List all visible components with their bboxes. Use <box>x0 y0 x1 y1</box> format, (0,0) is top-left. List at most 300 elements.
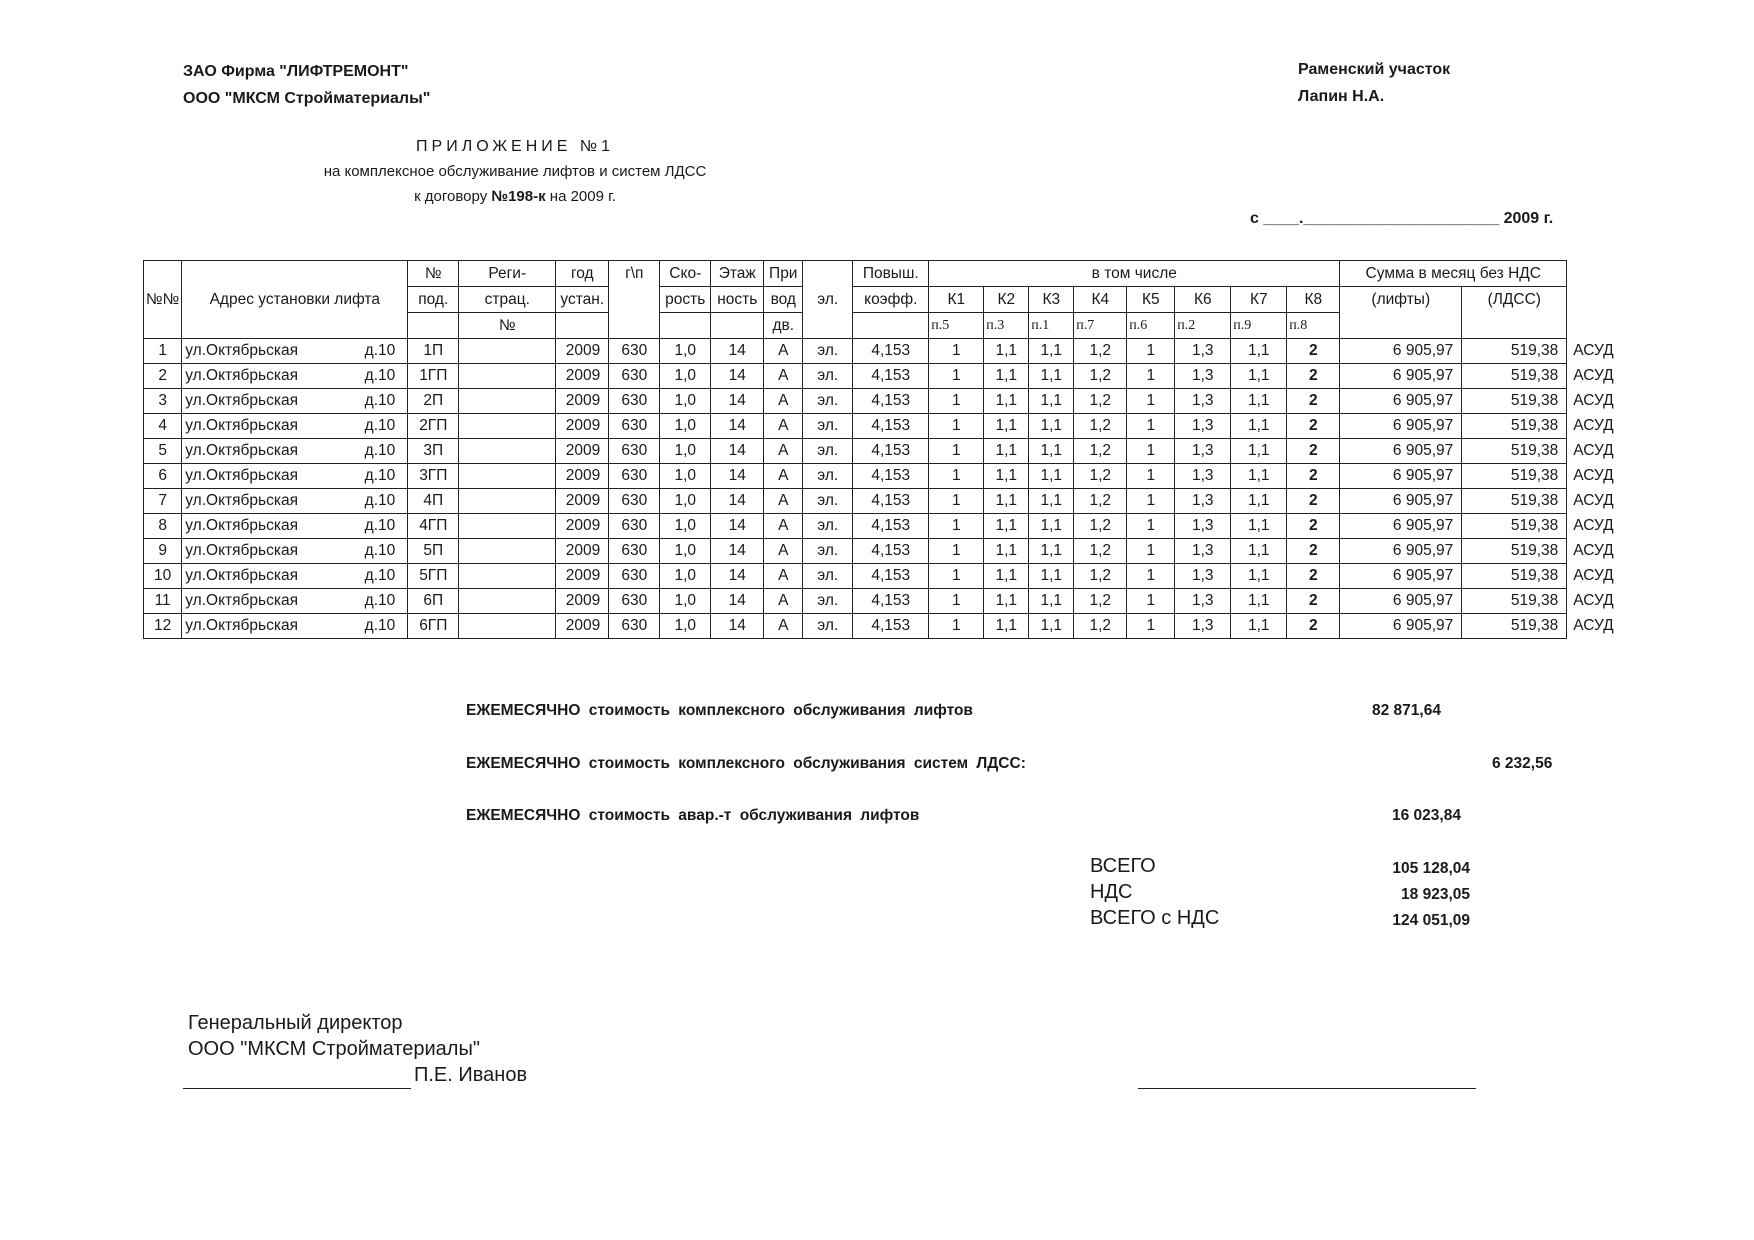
row-k3: 1,1 <box>1029 339 1074 364</box>
row-sum-ldss: 519,38 <box>1462 414 1567 439</box>
k-sub: п.1 <box>1029 313 1074 339</box>
k-label: К8 <box>1287 287 1340 313</box>
summary-lifts-label: ЕЖЕМЕСЯЧНО стоимость комплексного обслуживания лифтов <box>466 702 973 719</box>
row-el: эл. <box>803 589 853 614</box>
k-label: К2 <box>984 287 1029 313</box>
k-label: К3 <box>1029 287 1074 313</box>
k-sub: п.7 <box>1074 313 1127 339</box>
row-k5: 1 <box>1127 339 1175 364</box>
row-k4: 1,2 <box>1074 614 1127 639</box>
row-drive: А <box>764 564 803 589</box>
row-speed: 1,0 <box>660 389 711 414</box>
row-k5: 1 <box>1127 614 1175 639</box>
summary-emergency-label: ЕЖЕМЕСЯЧНО стоимость авар.-т обслуживания лифтов <box>466 807 920 824</box>
row-el: эл. <box>803 414 853 439</box>
row-year: 2009 <box>556 414 609 439</box>
row-pod: 4П <box>408 489 459 514</box>
table-row <box>144 389 1629 414</box>
table-row <box>144 464 1629 489</box>
row-sum-ldss: 519,38 <box>1462 489 1567 514</box>
row-floors: 14 <box>711 389 764 414</box>
row-el: эл. <box>803 614 853 639</box>
row-number: 1 <box>144 339 182 364</box>
table-row <box>144 564 1629 589</box>
k-label: К6 <box>1175 287 1231 313</box>
col-address-header: Адрес установки лифта <box>182 261 408 339</box>
lifts-table <box>143 260 1629 639</box>
row-k2: 1,1 <box>984 464 1029 489</box>
col-num-header: №№ <box>144 261 182 339</box>
table-row <box>144 364 1629 389</box>
row-address <box>182 564 408 589</box>
row-reg <box>459 514 556 539</box>
row-el: эл. <box>803 564 853 589</box>
row-sum-ldss: 519,38 <box>1462 389 1567 414</box>
row-drive: А <box>764 489 803 514</box>
contract-number: №198-к <box>491 188 546 205</box>
table-body <box>144 339 1629 639</box>
row-floors: 14 <box>711 514 764 539</box>
sum-lifts-header: (лифты) <box>1340 287 1462 339</box>
row-sum-lifts: 6 905,97 <box>1340 389 1462 414</box>
row-pod: 2П <box>408 389 459 414</box>
row-k7: 1,1 <box>1231 464 1287 489</box>
row-note: АСУД <box>1573 442 1614 459</box>
table-header-row <box>144 261 1629 287</box>
col-coef-header-2: коэфф. <box>853 287 929 313</box>
row-address <box>182 364 408 389</box>
row-house: д.10 <box>364 392 396 409</box>
row-sum-lifts: 6 905,97 <box>1340 414 1462 439</box>
row-el: эл. <box>803 489 853 514</box>
row-k7: 1,1 <box>1231 539 1287 564</box>
row-sum-lifts: 6 905,97 <box>1340 464 1462 489</box>
row-k6: 1,3 <box>1175 489 1231 514</box>
row-k2: 1,1 <box>984 489 1029 514</box>
row-speed: 1,0 <box>660 589 711 614</box>
col-year-header-1: год <box>556 261 609 287</box>
row-sum-lifts: 6 905,97 <box>1340 564 1462 589</box>
k-label: К4 <box>1074 287 1127 313</box>
row-year: 2009 <box>556 439 609 464</box>
row-pod: 6ГП <box>408 614 459 639</box>
row-speed: 1,0 <box>660 489 711 514</box>
row-k1: 1 <box>929 489 984 514</box>
row-reg <box>459 414 556 439</box>
row-year: 2009 <box>556 339 609 364</box>
row-k3: 1,1 <box>1029 514 1074 539</box>
row-gp: 630 <box>609 539 660 564</box>
row-drive: А <box>764 389 803 414</box>
row-k7: 1,1 <box>1231 439 1287 464</box>
row-k1: 1 <box>929 564 984 589</box>
row-k8: 2 <box>1287 539 1340 564</box>
row-year: 2009 <box>556 389 609 414</box>
appendix-title: ПРИЛОЖЕНИЕ №1 <box>416 138 614 155</box>
col-drive-header-2: вод <box>764 287 803 313</box>
row-coef: 4,153 <box>853 389 929 414</box>
row-k2: 1,1 <box>984 589 1029 614</box>
row-note: АСУД <box>1573 492 1614 509</box>
table-row <box>144 514 1629 539</box>
row-k1: 1 <box>929 339 984 364</box>
row-k6: 1,3 <box>1175 364 1231 389</box>
row-k2: 1,1 <box>984 339 1029 364</box>
row-sum-lifts: 6 905,97 <box>1340 514 1462 539</box>
row-speed: 1,0 <box>660 564 711 589</box>
row-gp: 630 <box>609 489 660 514</box>
appendix-subtitle: на комплексное обслуживание лифтов и систем ЛДСС <box>323 163 707 180</box>
row-drive: А <box>764 514 803 539</box>
row-street: ул.Октябрьская <box>185 467 298 484</box>
row-speed: 1,0 <box>660 414 711 439</box>
row-el: эл. <box>803 514 853 539</box>
row-pod: 5ГП <box>408 564 459 589</box>
row-k2: 1,1 <box>984 614 1029 639</box>
row-note: АСУД <box>1573 367 1614 384</box>
signature-line-right <box>1138 1088 1476 1089</box>
row-drive: А <box>764 414 803 439</box>
contractor-company: ЗАО Фирма "ЛИФТРЕМОНТ" <box>183 63 409 80</box>
row-k6: 1,3 <box>1175 614 1231 639</box>
row-note: АСУД <box>1573 392 1614 409</box>
row-k4: 1,2 <box>1074 589 1127 614</box>
row-reg <box>459 464 556 489</box>
row-number: 12 <box>144 614 182 639</box>
row-k3: 1,1 <box>1029 389 1074 414</box>
row-k1: 1 <box>929 439 984 464</box>
k-sub: п.8 <box>1287 313 1340 339</box>
row-k6: 1,3 <box>1175 389 1231 414</box>
row-pod: 6П <box>408 589 459 614</box>
k-sub: п.9 <box>1231 313 1287 339</box>
row-el: эл. <box>803 364 853 389</box>
included-header: в том числе <box>929 261 1340 287</box>
row-year: 2009 <box>556 464 609 489</box>
row-sum-ldss: 519,38 <box>1462 514 1567 539</box>
row-k2: 1,1 <box>984 564 1029 589</box>
row-street: ул.Октябрьская <box>185 492 298 509</box>
row-k5: 1 <box>1127 564 1175 589</box>
k-sub: п.6 <box>1127 313 1175 339</box>
row-sum-ldss: 519,38 <box>1462 614 1567 639</box>
row-k6: 1,3 <box>1175 414 1231 439</box>
section-person: Лапин Н.А. <box>1298 88 1385 105</box>
row-number: 2 <box>144 364 182 389</box>
row-k3: 1,1 <box>1029 614 1074 639</box>
row-k8: 2 <box>1287 464 1340 489</box>
row-k4: 1,2 <box>1074 539 1127 564</box>
table-row <box>144 489 1629 514</box>
row-street: ул.Октябрьская <box>185 342 298 359</box>
row-floors: 14 <box>711 564 764 589</box>
row-house: д.10 <box>364 517 396 534</box>
row-gp: 630 <box>609 364 660 389</box>
row-speed: 1,0 <box>660 614 711 639</box>
total-vat-value: 124 051,09 <box>1392 912 1470 929</box>
row-el: эл. <box>803 389 853 414</box>
vat-label: НДС <box>1090 881 1133 903</box>
row-pod: 5П <box>408 539 459 564</box>
row-note: АСУД <box>1573 467 1614 484</box>
signature-line <box>183 1088 411 1089</box>
row-k4: 1,2 <box>1074 439 1127 464</box>
row-coef: 4,153 <box>853 439 929 464</box>
row-reg <box>459 614 556 639</box>
row-coef: 4,153 <box>853 364 929 389</box>
row-k4: 1,2 <box>1074 464 1127 489</box>
monthly-sum-header: Сумма в месяц без НДС <box>1340 261 1567 287</box>
row-address <box>182 589 408 614</box>
row-k7: 1,1 <box>1231 614 1287 639</box>
row-k2: 1,1 <box>984 389 1029 414</box>
row-el: эл. <box>803 464 853 489</box>
row-sum-ldss: 519,38 <box>1462 564 1567 589</box>
row-street: ул.Октябрьская <box>185 542 298 559</box>
row-k4: 1,2 <box>1074 414 1127 439</box>
row-house: д.10 <box>364 592 396 609</box>
row-k7: 1,1 <box>1231 389 1287 414</box>
row-gp: 630 <box>609 414 660 439</box>
row-sum-lifts: 6 905,97 <box>1340 339 1462 364</box>
row-year: 2009 <box>556 489 609 514</box>
sum-ldss-header: (ЛДСС) <box>1462 287 1567 339</box>
row-gp: 630 <box>609 389 660 414</box>
row-floors: 14 <box>711 589 764 614</box>
row-k7: 1,1 <box>1231 489 1287 514</box>
row-k8: 2 <box>1287 339 1340 364</box>
row-coef: 4,153 <box>853 514 929 539</box>
row-reg <box>459 564 556 589</box>
col-year-header-2: устан. <box>556 287 609 313</box>
row-k1: 1 <box>929 589 984 614</box>
summary-emergency-value: 16 023,84 <box>1392 807 1461 824</box>
row-street: ул.Октябрьская <box>185 442 298 459</box>
row-k5: 1 <box>1127 589 1175 614</box>
row-gp: 630 <box>609 339 660 364</box>
row-floors: 14 <box>711 539 764 564</box>
row-k7: 1,1 <box>1231 339 1287 364</box>
row-note: АСУД <box>1573 592 1614 609</box>
row-k7: 1,1 <box>1231 589 1287 614</box>
row-k7: 1,1 <box>1231 564 1287 589</box>
row-k1: 1 <box>929 389 984 414</box>
row-number: 10 <box>144 564 182 589</box>
row-floors: 14 <box>711 464 764 489</box>
row-gp: 630 <box>609 514 660 539</box>
row-k1: 1 <box>929 464 984 489</box>
row-k6: 1,3 <box>1175 464 1231 489</box>
row-street: ул.Октябрьская <box>185 617 298 634</box>
row-gp: 630 <box>609 464 660 489</box>
row-k8: 2 <box>1287 439 1340 464</box>
row-address <box>182 539 408 564</box>
row-gp: 630 <box>609 589 660 614</box>
row-note: АСУД <box>1573 417 1614 434</box>
row-year: 2009 <box>556 364 609 389</box>
row-house: д.10 <box>364 567 396 584</box>
row-k5: 1 <box>1127 439 1175 464</box>
row-k8: 2 <box>1287 514 1340 539</box>
row-k4: 1,2 <box>1074 564 1127 589</box>
contractor-block <box>183 58 430 112</box>
row-k4: 1,2 <box>1074 389 1127 414</box>
row-k7: 1,1 <box>1231 514 1287 539</box>
row-k2: 1,1 <box>984 514 1029 539</box>
row-k6: 1,3 <box>1175 514 1231 539</box>
row-pod: 1ГП <box>408 364 459 389</box>
col-floors-header-2: ность <box>711 287 764 313</box>
row-k6: 1,3 <box>1175 439 1231 464</box>
row-k2: 1,1 <box>984 539 1029 564</box>
k-sub: п.5 <box>929 313 984 339</box>
row-pod: 3ГП <box>408 464 459 489</box>
summary-ldss-value: 6 232,56 <box>1492 755 1553 772</box>
row-number: 9 <box>144 539 182 564</box>
row-address <box>182 514 408 539</box>
row-coef: 4,153 <box>853 464 929 489</box>
row-floors: 14 <box>711 414 764 439</box>
row-number: 11 <box>144 589 182 614</box>
row-k1: 1 <box>929 364 984 389</box>
row-number: 8 <box>144 514 182 539</box>
row-k6: 1,3 <box>1175 339 1231 364</box>
row-gp: 630 <box>609 439 660 464</box>
row-pod: 3П <box>408 439 459 464</box>
row-k7: 1,1 <box>1231 364 1287 389</box>
row-k6: 1,3 <box>1175 564 1231 589</box>
row-sum-lifts: 6 905,97 <box>1340 539 1462 564</box>
row-number: 7 <box>144 489 182 514</box>
summary-lifts-value: 82 871,64 <box>1372 702 1441 719</box>
row-number: 6 <box>144 464 182 489</box>
row-coef: 4,153 <box>853 414 929 439</box>
row-k8: 2 <box>1287 414 1340 439</box>
row-k8: 2 <box>1287 564 1340 589</box>
row-el: эл. <box>803 539 853 564</box>
row-number: 4 <box>144 414 182 439</box>
k-label: К1 <box>929 287 984 313</box>
row-house: д.10 <box>364 442 396 459</box>
row-k5: 1 <box>1127 414 1175 439</box>
row-street: ул.Октябрьская <box>185 567 298 584</box>
row-year: 2009 <box>556 614 609 639</box>
row-k1: 1 <box>929 614 984 639</box>
row-street: ул.Октябрьская <box>185 517 298 534</box>
row-reg <box>459 364 556 389</box>
row-floors: 14 <box>711 364 764 389</box>
row-k3: 1,1 <box>1029 489 1074 514</box>
k-label: К5 <box>1127 287 1175 313</box>
col-floors-header-1: Этаж <box>711 261 764 287</box>
row-sum-lifts: 6 905,97 <box>1340 489 1462 514</box>
row-speed: 1,0 <box>660 439 711 464</box>
row-k7: 1,1 <box>1231 414 1287 439</box>
row-coef: 4,153 <box>853 614 929 639</box>
row-el: эл. <box>803 339 853 364</box>
row-k5: 1 <box>1127 489 1175 514</box>
k-label: К7 <box>1231 287 1287 313</box>
section-name: Раменский участок <box>1298 61 1451 78</box>
row-sum-lifts: 6 905,97 <box>1340 589 1462 614</box>
row-pod: 4ГП <box>408 514 459 539</box>
row-k8: 2 <box>1287 614 1340 639</box>
table-row <box>144 614 1629 639</box>
row-drive: А <box>764 539 803 564</box>
col-drive-header-3: дв. <box>764 313 803 339</box>
row-address <box>182 339 408 364</box>
row-reg <box>459 339 556 364</box>
row-speed: 1,0 <box>660 464 711 489</box>
row-coef: 4,153 <box>853 539 929 564</box>
row-k5: 1 <box>1127 514 1175 539</box>
row-coef: 4,153 <box>853 339 929 364</box>
row-k1: 1 <box>929 539 984 564</box>
row-sum-ldss: 519,38 <box>1462 464 1567 489</box>
row-reg <box>459 589 556 614</box>
row-k5: 1 <box>1127 464 1175 489</box>
row-k4: 1,2 <box>1074 489 1127 514</box>
row-note: АСУД <box>1573 617 1614 634</box>
col-speed-header-2: рость <box>660 287 711 313</box>
col-reg-header-1: Реги- <box>459 261 556 287</box>
row-k4: 1,2 <box>1074 339 1127 364</box>
row-year: 2009 <box>556 564 609 589</box>
row-k1: 1 <box>929 514 984 539</box>
row-drive: А <box>764 589 803 614</box>
row-address <box>182 489 408 514</box>
col-el-header: эл. <box>803 261 853 339</box>
section-block <box>1298 56 1450 110</box>
row-floors: 14 <box>711 339 764 364</box>
row-k6: 1,3 <box>1175 539 1231 564</box>
total-vat-label: ВСЕГО с НДС <box>1090 907 1220 929</box>
row-speed: 1,0 <box>660 339 711 364</box>
k-sub: п.3 <box>984 313 1029 339</box>
row-number: 5 <box>144 439 182 464</box>
row-gp: 630 <box>609 564 660 589</box>
row-speed: 1,0 <box>660 364 711 389</box>
col-gp-header: г\п <box>609 261 660 339</box>
row-reg <box>459 539 556 564</box>
table-row <box>144 439 1629 464</box>
row-note: АСУД <box>1573 342 1614 359</box>
row-floors: 14 <box>711 614 764 639</box>
row-k4: 1,2 <box>1074 364 1127 389</box>
col-pod-header-2: под. <box>408 287 459 313</box>
row-k3: 1,1 <box>1029 414 1074 439</box>
row-speed: 1,0 <box>660 514 711 539</box>
row-house: д.10 <box>364 467 396 484</box>
effective-date: с ____.______________________ 2009 г. <box>1250 210 1554 227</box>
row-k4: 1,2 <box>1074 514 1127 539</box>
row-reg <box>459 389 556 414</box>
contract-reference: к договору №198-к на 2009 г. <box>414 188 616 205</box>
row-k2: 1,1 <box>984 414 1029 439</box>
row-speed: 1,0 <box>660 539 711 564</box>
table-row <box>144 414 1629 439</box>
row-sum-lifts: 6 905,97 <box>1340 364 1462 389</box>
row-gp: 630 <box>609 614 660 639</box>
row-k3: 1,1 <box>1029 564 1074 589</box>
col-reg-header-3: № <box>459 313 556 339</box>
col-coef-header-1: Повыш. <box>853 261 929 287</box>
row-k8: 2 <box>1287 489 1340 514</box>
row-address <box>182 439 408 464</box>
row-number: 3 <box>144 389 182 414</box>
signatory-title: Генеральный директор <box>188 1012 403 1034</box>
row-k8: 2 <box>1287 364 1340 389</box>
